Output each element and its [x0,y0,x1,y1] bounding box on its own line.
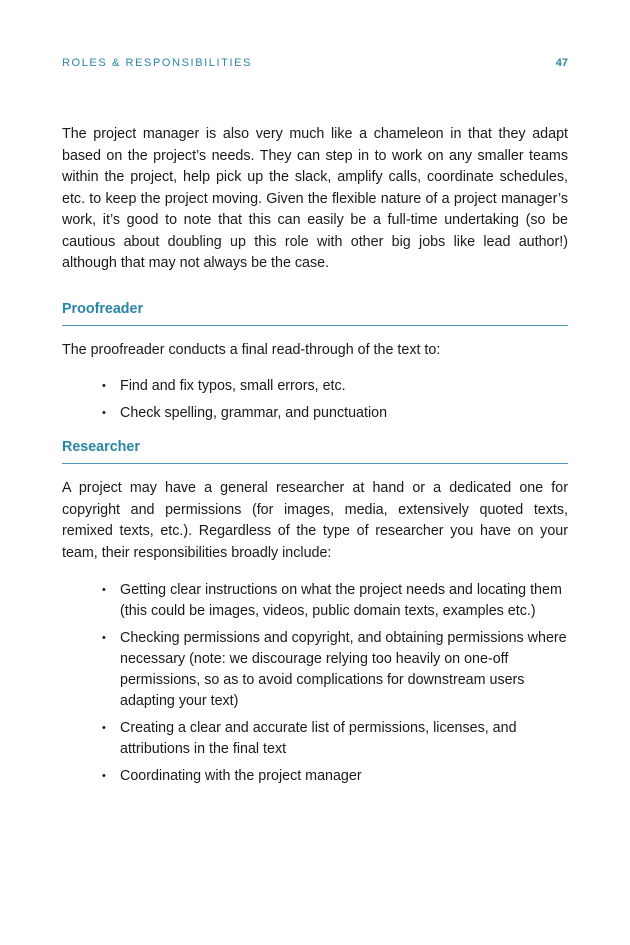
researcher-bullet-list [62,580,568,787]
list-item-text: Creating a clear and accurate list of permissions, licenses, and attributions in the final text [120,720,517,757]
running-header [62,54,568,72]
running-title: ROLES & RESPONSIBILITIES [62,57,253,69]
intro-paragraph: The project manager is also very much like a chameleon in that they adapt based on the project’s needs. They can step in to work on any smaller teams within the project, help pick up the slack, amplify calls, coordinate schedules, etc. to keep the project moving. Given the flexible nature of a project manager’s work, it’s good to note that this can easily be a full-time undertaking (so be cautious about doubling up this role with other big jobs like lead author!) although that may not always be the case. [62,126,568,271]
proofreader-bullet-list [62,376,568,424]
list-item [102,580,568,622]
proofreader-heading: Proofreader [62,299,568,326]
list-item-text: Getting clear instructions on what the project needs and locating them (this could be images, videos, public domain texts, examples etc.) [120,582,562,619]
list-item-text: Coordinating with the project manager [120,768,362,784]
page-number: 47 [555,57,568,69]
list-item [102,766,568,787]
bullet-icon: • [102,584,106,596]
bullet-icon: • [102,407,106,419]
researcher-paragraph: A project may have a general researcher at hand or a dedicated one for copyright and permissions (for images, media, extensively quoted texts, remixed texts, etc.). Regardless of the type of researcher you have on your team, their responsibilities broadly include: [62,480,568,561]
bullet-icon: • [102,722,106,734]
list-item [102,376,568,397]
list-item [102,718,568,760]
list-item-text: Check spelling, grammar, and punctuation [120,405,388,421]
researcher-heading: Researcher [62,437,568,464]
bullet-icon: • [102,770,106,782]
list-item [102,628,568,712]
bullet-icon: • [102,632,106,644]
page-body [62,124,568,793]
list-item-text: Checking permissions and copyright, and obtaining permissions where necessary (note: we discourage relying too heavily on one-off permissions, so as to avoid complications for downstream users adapting your text) [120,630,567,709]
list-item [102,403,568,424]
bullet-icon: • [102,380,106,392]
proofreader-paragraph: The proofreader conducts a final read-through of the text to: [62,341,441,358]
list-item-text: Find and fix typos, small errors, etc. [120,378,346,394]
